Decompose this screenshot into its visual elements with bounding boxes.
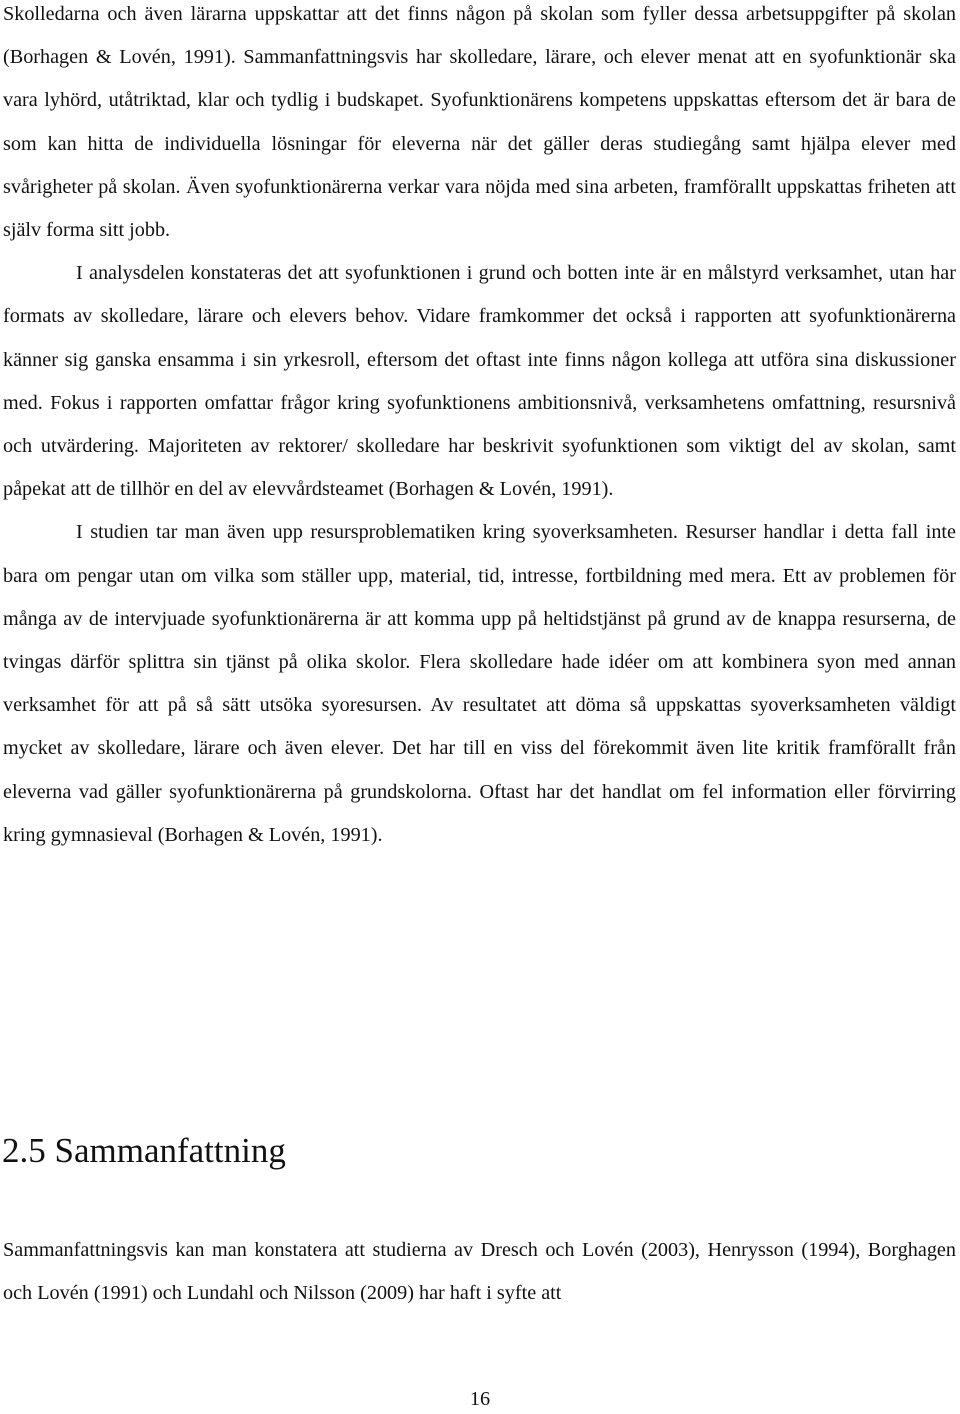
section-paragraph: Sammanfattningsvis kan man konstatera att studierna av Dresch och Lovén (2003), Henrysson (1994), Borghagen och Lovén (1991) och Lundahl och Nilsson (2009) har haft i syfte att bbox=[3, 1239, 956, 1305]
section-heading: 2.5 Sammanfattning bbox=[2, 1131, 286, 1170]
paragraph-3: I studien tar man även upp resursproblematiken kring syoverksamheten. Resurser handlar i detta fall inte bara om pengar utan om vilka som ställer upp, material, tid, intresse, fortbildning med mera. Ett av problemen för många av de intervjuade syofunktionärerna är att komma upp på heltidstjänst på grund av de knappa resurserna, de tvingas därför splittra sin tjänst på olika skolor. Flera skolledare hade idéer om att kombinera syon med annan verksamhet för att på så sätt utsöka syoresursen. Av resultatet att döma så uppskattas syoverksamheten väldigt mycket av skolledare, lärare och även elever. Det har till en viss del förekommit även lite kritik framförallt från eleverna vad gäller syofunktionärerna på grundskolorna. Oftast har det handlat om fel information eller förvirring kring gymnasieval (Borhagen & Lovén, 1991). bbox=[3, 521, 956, 846]
page-number: 16 bbox=[469, 1388, 491, 1410]
body-text bbox=[3, 0, 956, 857]
section-body-text bbox=[3, 1229, 956, 1315]
paragraph-1: Skolledarna och även lärarna uppskattar att det finns någon på skolan som fyller dessa arbetsuppgifter på skolan (Borhagen & Lovén, 1991). Sammanfattningsvis har skolledare, lärare, och elever menat att en syofunktionär ska vara lyhörd, utåtriktad, klar och tydlig i budskapet. Syofunktionärens kompetens uppskattas eftersom det är bara de som kan hitta de individuella lösningar för eleverna när det gäller deras studiegång samt hjälpa elever med svårigheter på skolan. Även syofunktionärerna verkar vara nöjda med sina arbeten, framförallt uppskattas friheten att själv forma sitt jobb. bbox=[3, 3, 956, 242]
paragraph-2: I analysdelen konstateras det att syofunktionen i grund och botten inte är en målstyrd verksamhet, utan har formats av skolledare, lärare och elevers behov. Vidare framkommer det också i rapporten att syofunktionärerna känner sig ganska ensamma i sin yrkesroll, eftersom det oftast inte finns någon kollega att utföra sina diskussioner med. Fokus i rapporten omfattar frågor kring syofunktionens ambitionsnivå, verksamhetens omfattning, resursnivå och utvärdering. Majoriteten av rektorer/ skolledare har beskrivit syofunktionen som viktigt del av skolan, samt påpekat att de tillhör en del av elevvårdsteamet (Borhagen & Lovén, 1991). bbox=[3, 262, 956, 501]
